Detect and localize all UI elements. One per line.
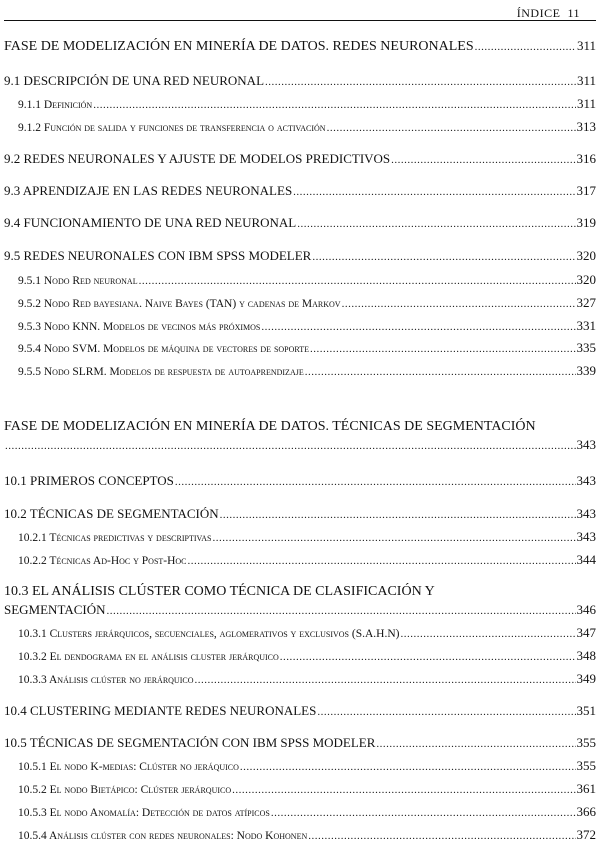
toc-entry <box>4 758 596 774</box>
toc-entry-label: FASE DE MODELIZACIÓN EN MINERÍA DE DATOS. REDES NEURONALES <box>4 39 474 54</box>
toc-entry <box>4 119 596 135</box>
dot-leader <box>5 440 576 452</box>
toc-entry-label: 10.3.3 Análisis clúster no jerárquico <box>18 674 194 686</box>
toc-entry-page: 343 <box>576 529 596 544</box>
toc-entry <box>4 648 596 664</box>
toc-entry <box>4 318 596 334</box>
toc-entry-page: 343 <box>576 437 596 452</box>
toc-entry-label: 10.5.2 El nodo Bietápico: Clúster jerárquico <box>18 784 232 796</box>
toc-entry-label: 9.5.4 Nodo SVM. Modelos de máquina de vectores de soporte <box>18 343 310 355</box>
toc-entry <box>4 340 596 356</box>
dot-leader <box>194 674 575 686</box>
toc-entry <box>4 73 596 89</box>
dot-leader <box>240 761 576 773</box>
toc-entry <box>4 215 596 231</box>
dot-leader <box>391 154 575 166</box>
toc-entry-label: 10.5.1 El nodo K-medias: Clúster no jeráquico <box>18 761 239 773</box>
toc-entry <box>4 506 596 522</box>
toc-entry-label: 10.3.1 Clusters jerárquicos, secuenciales, aglomerativos y exclusivos (S.A.H.N) <box>18 628 400 640</box>
toc-entry <box>4 781 596 797</box>
toc-chapter-10 <box>4 437 596 453</box>
toc-entry <box>4 671 596 687</box>
dot-leader <box>475 41 576 53</box>
toc-entry-label: 9.3 APRENDIZAJE EN LAS REDES NEURONALES <box>4 183 293 198</box>
toc-entry-page: 355 <box>576 735 596 750</box>
dot-leader <box>188 555 576 567</box>
running-header-page-number: 11 <box>567 6 580 20</box>
toc-entry-label: 10.1 PRIMEROS CONCEPTOS <box>4 473 174 488</box>
toc-entry-page: 335 <box>576 340 596 355</box>
toc-entry-page: 343 <box>576 473 596 488</box>
toc-entry-label: 10.2.1 Técnicas predictivas y descriptivas <box>18 532 212 544</box>
toc-entry-page: 351 <box>576 703 596 718</box>
toc-entry <box>4 552 596 568</box>
toc-entry-page: 372 <box>576 827 596 842</box>
dot-leader <box>305 366 576 378</box>
toc-entry-page: 348 <box>576 648 596 663</box>
toc-entry-label: 9.5.1 Nodo Red neuronal <box>18 275 138 287</box>
toc-entry <box>4 151 596 167</box>
running-header <box>517 6 580 21</box>
dot-leader <box>317 706 575 718</box>
header-rule <box>4 20 596 21</box>
dot-leader <box>212 532 575 544</box>
toc-entry-label: 9.1.1 Definición <box>18 99 93 111</box>
toc-entry <box>4 827 596 843</box>
toc-entry-page: 311 <box>576 38 596 53</box>
dot-leader <box>139 275 576 287</box>
toc-entry-label: 10.3.2 El dendograma en el análisis cluster jerárquico <box>18 651 279 663</box>
toc-entry-label: 10.5.4 Análisis clúster con redes neuronales: Nodo Kohonen <box>18 830 308 842</box>
toc-entry-page: 311 <box>576 73 596 88</box>
toc-entry-label-line1: 10.3 EL ANÁLISIS CLÚSTER COMO TÉCNICA DE CLASIFICACIÓN Y <box>4 584 435 599</box>
toc-entry-label: 10.5 TÉCNICAS DE SEGMENTACIÓN CON IBM SPSS MODELER <box>4 735 376 750</box>
dot-leader <box>93 99 576 111</box>
toc-entry-page: 319 <box>576 215 596 230</box>
dot-leader <box>293 186 575 198</box>
toc-entry-label: 9.5.5 Nodo SLRM. Modelos de respuesta de autoaprendizaje <box>18 366 304 378</box>
toc-entry <box>4 183 596 199</box>
toc-entry-page: 343 <box>576 506 596 521</box>
toc-entry-page: 313 <box>576 119 596 134</box>
toc-entry <box>4 703 596 719</box>
dot-leader <box>280 651 576 663</box>
dot-leader <box>271 807 576 819</box>
dot-leader <box>261 321 575 333</box>
toc-entry-page: 344 <box>576 552 596 567</box>
toc-entry <box>4 248 596 264</box>
toc-entry <box>4 625 596 641</box>
dot-leader <box>107 605 576 617</box>
dot-leader <box>376 738 575 750</box>
dot-leader <box>232 784 575 796</box>
toc-entry <box>4 96 596 112</box>
dot-leader <box>308 830 575 842</box>
toc-entry-page: 355 <box>576 758 596 773</box>
running-header-title: ÍNDICE <box>516 6 561 20</box>
toc-entry-page: 347 <box>576 625 596 640</box>
toc-entry-page: 349 <box>576 671 596 686</box>
toc-entry-page: 320 <box>576 248 596 263</box>
toc-entry-page: 366 <box>576 804 596 819</box>
dot-leader <box>312 251 575 263</box>
toc-entry <box>4 272 596 288</box>
toc-entry-label: 10.2 TÉCNICAS DE SEGMENTACIÓN <box>4 506 219 521</box>
toc-entry <box>4 295 596 311</box>
toc-entry-label: 9.4 FUNCIONAMIENTO DE UNA RED NEURONAL <box>4 215 297 230</box>
toc-entry <box>4 602 596 618</box>
toc-entry-page: 346 <box>576 602 596 617</box>
toc-entry-page: 327 <box>576 295 596 310</box>
toc-entry-label: 10.5.3 El nodo Anomalía: Detección de datos atípicos <box>18 807 270 819</box>
toc-entry-page: 361 <box>576 781 596 796</box>
toc-chapter-9 <box>4 38 596 55</box>
toc-entry-label: 10.2.2 Técnicas Ad-Hoc y Post-Hoc <box>18 555 187 567</box>
toc-entry-page: 316 <box>576 151 596 166</box>
dot-leader <box>400 628 575 640</box>
toc-entry-label: 9.1.2 Función de salida y funciones de transferencia o activación <box>18 122 326 134</box>
dot-leader <box>342 298 576 310</box>
toc-entry-page: 320 <box>576 272 596 287</box>
toc-entry-label: 9.2 REDES NEURONALES Y AJUSTE DE MODELOS PREDICTIVOS <box>4 151 391 166</box>
toc-chapter-10-title: FASE DE MODELIZACIÓN EN MINERÍA DE DATOS. TÉCNICAS DE SEGMENTACIÓN <box>4 419 536 434</box>
dot-leader <box>327 122 576 134</box>
dot-leader <box>175 476 576 488</box>
toc-entry <box>4 473 596 489</box>
toc-entry-page: 317 <box>576 183 596 198</box>
toc-entry-page: 339 <box>576 363 596 378</box>
toc-entry-label: 10.4 CLUSTERING MEDIANTE REDES NEURONALES <box>4 703 317 718</box>
toc-entry <box>4 735 596 751</box>
dot-leader <box>220 509 576 521</box>
dot-leader <box>297 218 575 230</box>
toc-entry-label: SEGMENTACIÓN <box>4 602 106 617</box>
toc-entry <box>4 529 596 545</box>
toc-entry <box>4 363 596 379</box>
dot-leader <box>310 343 575 355</box>
toc-entry-label: 9.5.2 Nodo Red bayesiana. Naive Bayes (TAN) y cadenas de Markov <box>18 298 341 310</box>
toc-entry <box>4 804 596 820</box>
dot-leader <box>265 76 576 88</box>
toc-entry-label: 9.5 REDES NEURONALES CON IBM SPSS MODELER <box>4 248 312 263</box>
toc-entry-label: 9.1 DESCRIPCIÓN DE UNA RED NEURONAL <box>4 73 265 88</box>
toc-entry-page: 331 <box>576 318 596 333</box>
toc-entry-page: 311 <box>576 96 596 111</box>
toc-entry-label: 9.5.3 Nodo KNN. Modelos de vecinos más próximos <box>18 321 261 333</box>
